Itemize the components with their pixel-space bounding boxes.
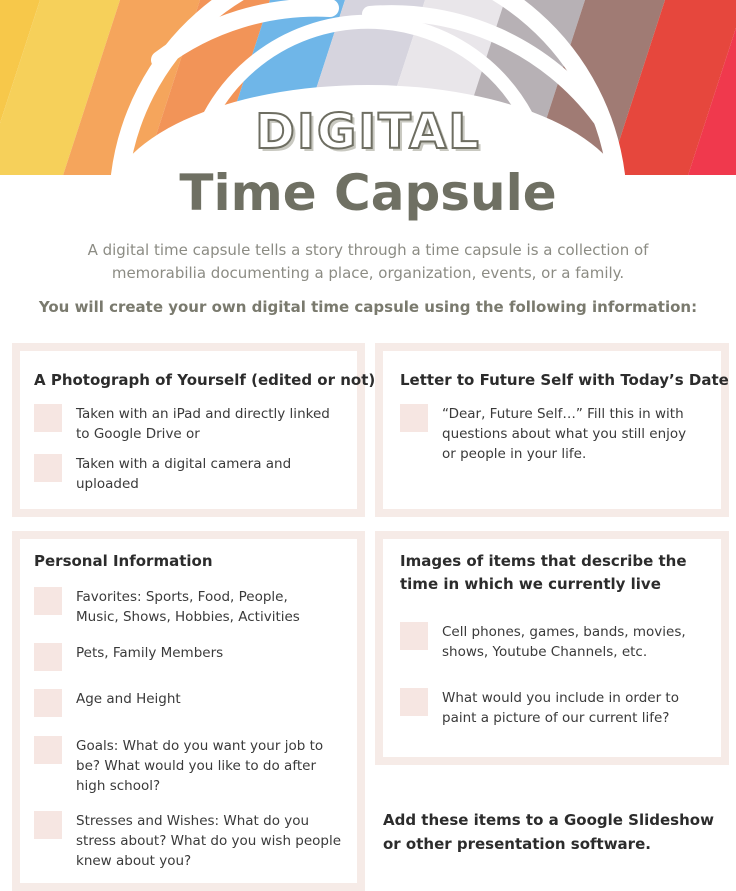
item-label: Stresses and Wishes: What do you stress about? What do you wish people knew about you? [76,813,342,869]
checkbox[interactable] [400,688,428,716]
checklist-item [34,587,334,627]
page-title: Time Capsule [179,164,557,222]
checkbox[interactable] [34,811,62,839]
checklist-item [400,622,710,662]
personal-section-title: Personal Information [34,552,213,570]
item-label: What would you include in order to paint a picture of our current life? [442,690,679,726]
photo-section-title: A Photograph of Yourself (edited or not) [34,371,376,389]
title-digital: DIGITAL [255,104,481,160]
checkbox[interactable] [34,587,62,615]
checklist-item [34,454,354,494]
checklist-item [400,688,710,728]
checkbox[interactable] [34,643,62,671]
footer-note: Add these items to a Google Slideshow or other presentation software. [383,811,714,853]
instruction-text: You will create your own digital time capsule using the following information: [38,298,698,316]
checkbox[interactable] [34,736,62,764]
checklist-item [34,736,344,796]
item-label: Taken with a digital camera and uploaded [76,456,292,492]
checkbox[interactable] [34,689,62,717]
item-label: Favorites: Sports, Food, People, Music, Shows, Hobbies, Activities [76,589,300,625]
item-label: “Dear, Future Self…” Fill this in with questions about what you still enjoy or people in your life. [442,406,687,462]
item-label: Goals: What do you want your job to be? What would you like to do after high school? [76,738,324,794]
item-label: Cell phones, games, bands, movies, shows, Youtube Channels, etc. [442,624,686,660]
item-label: Age and Height [76,691,181,707]
checkbox[interactable] [400,622,428,650]
checklist-item [400,404,700,464]
intro-text: A digital time capsule tells a story through a time capsule is a collection of memorabilia documenting a place, organization, events, or a family. [87,241,649,282]
item-label: Pets, Family Members [76,645,224,661]
checkbox[interactable] [34,404,62,432]
images-section-title: Images of items that describe the time in which we currently live [400,552,687,593]
checklist-item [34,404,344,444]
checklist-item [34,643,334,671]
checklist-item [34,689,334,717]
item-label: Taken with an iPad and directly linked to Google Drive or [76,406,330,442]
letter-section-title: Letter to Future Self with Today’s Date [400,371,729,389]
checkbox[interactable] [400,404,428,432]
checkbox[interactable] [34,454,62,482]
checklist-item [34,811,344,871]
